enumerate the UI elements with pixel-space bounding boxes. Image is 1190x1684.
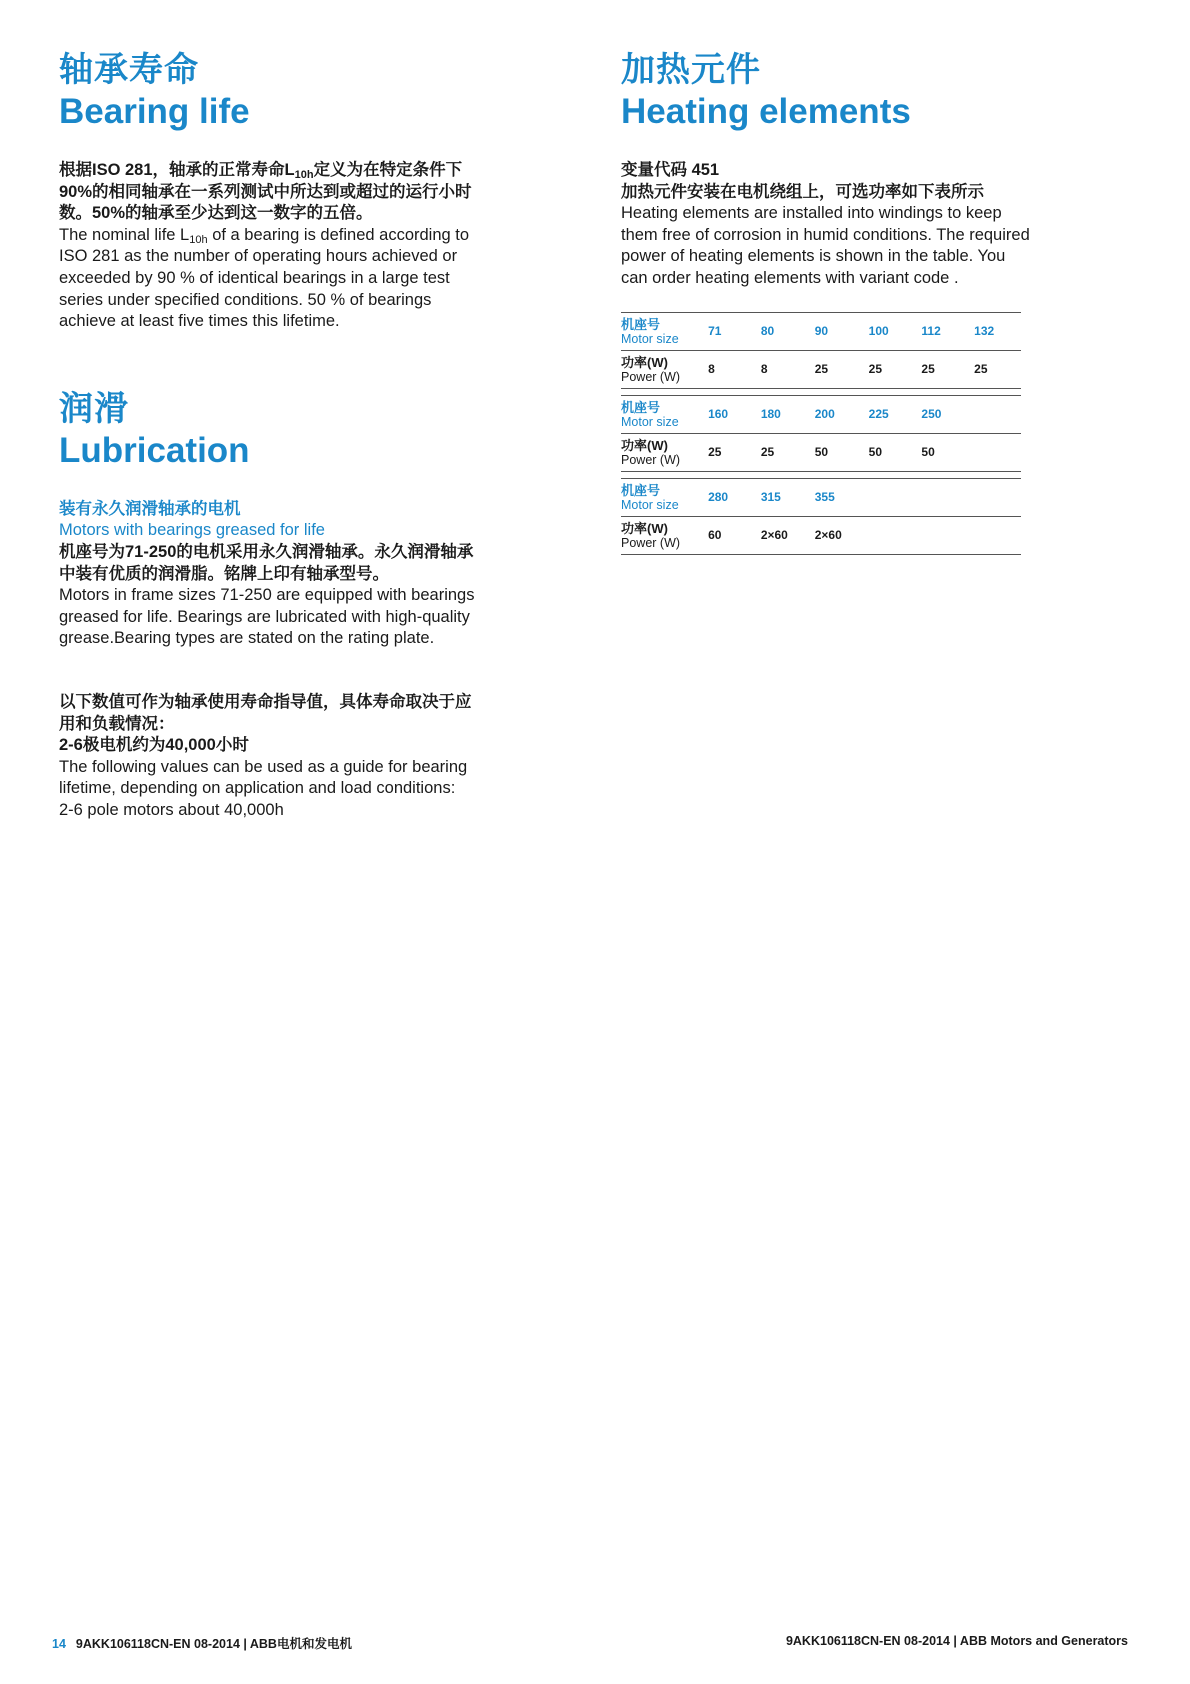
table-row-power — [621, 516, 1021, 554]
table-row-motor-size — [621, 395, 1021, 433]
bearing-para-en: The nominal life $L_{10h}$ of a bearing is defined according to ISO 281 as the number of operating hours achieved or exceeded by 90 % of identical bearings in a large test series under specified conditions. 50 % of bearings achieve at least five times this lifetime. — [59, 225, 470, 331]
table-cell: 25 — [868, 362, 882, 377]
table-cell: 100 — [868, 324, 889, 339]
bearing-title-cn: 轴承寿命 — [59, 51, 199, 89]
table-cell — [863, 516, 916, 554]
bearing-para-cn: 根据ISO 281，轴承的正常寿命$L_{10h}$定义为在特定条件下90%的相同轴承在一系列测试中所达到或超过的运行小时数。50%的轴承至少达到这一数字的五倍。 — [59, 161, 472, 223]
left-column — [59, 50, 479, 821]
table-cell: 25 — [708, 445, 722, 460]
table-cell — [863, 478, 916, 516]
lifetime-guide-cn-value: 2-6极电机约为40,000小时 — [59, 736, 249, 755]
heating-power-table — [621, 312, 1021, 555]
table-cell: 25 — [760, 445, 775, 460]
table-cell: 60 — [708, 528, 722, 543]
table-cell — [915, 478, 968, 516]
table-cell: 132 — [974, 324, 995, 339]
page-number: 14 — [52, 1637, 66, 1651]
table-row-power — [621, 350, 1021, 388]
lubrication-subtitle-en: Motors with bearings greased for life — [59, 521, 325, 540]
lubrication-para-cn: 机座号为71-250的电机采用永久润滑轴承。永久润滑轴承中装有优质的润滑脂。铭牌上印有轴承型号。 — [59, 542, 474, 583]
table-cell: 280 — [708, 490, 729, 505]
table-cell: 50 — [868, 445, 882, 460]
table-cell: 200 — [814, 407, 835, 422]
table-cell: 25 — [974, 362, 988, 377]
table-cell: 2×60 — [814, 528, 842, 543]
table-cell: 80 — [760, 324, 775, 339]
table-cell: 112 — [921, 324, 941, 339]
lubrication-title-cn: 润滑 — [59, 389, 129, 428]
table-cell: 160 — [708, 407, 729, 422]
heating-intro-cn: 加热元件安装在电机绕组上，可选功率如下表所示 — [621, 182, 984, 201]
motor-size-label: 机座号 Motor size — [621, 316, 679, 346]
table-cell — [915, 516, 968, 554]
bearing-title-en: Bearing life — [59, 92, 250, 131]
motor-size-label: 机座号 Motor size — [621, 399, 679, 429]
lubrication-title-en: Lubrication — [59, 430, 250, 470]
table-cell: 2×60 — [760, 528, 788, 543]
power-label: 功率(W) Power (W) — [621, 354, 681, 384]
table-cell — [968, 433, 1021, 471]
table-cell: 355 — [814, 490, 835, 505]
power-label: 功率(W) Power (W) — [621, 437, 681, 467]
right-column — [621, 50, 1033, 555]
table-cell: 50 — [921, 445, 935, 460]
table-cell: 315 — [760, 490, 781, 505]
footer-left-text: 9AKK106118CN-EN 08-2014 | ABB电机和发电机 — [75, 1637, 352, 1651]
table-cell — [968, 516, 1021, 554]
lifetime-guide-en-value: 2-6 pole motors about 40,000h — [59, 800, 284, 819]
power-label: 功率(W) Power (W) — [621, 520, 681, 550]
motor-size-label: 机座号 Motor size — [621, 482, 679, 512]
lubrication-subtitle-cn: 装有永久润滑轴承的电机 — [59, 499, 241, 518]
lubrication-para-en: Motors in frame sizes 71-250 are equipped with bearings greased for life. Bearings are lubricated with high-quality grease.Bearing types are stated on the rating plate. — [59, 586, 475, 648]
table-cell: 25 — [921, 362, 935, 377]
table-cell — [968, 395, 1021, 433]
table-cell: 225 — [868, 407, 889, 422]
table-row-power — [621, 433, 1021, 471]
footer-left — [52, 1634, 352, 1652]
lifetime-guide-en: The following values can be used as a guide for bearing lifetime, depending on application and load conditions: — [59, 757, 468, 798]
table-cell: 90 — [814, 324, 829, 339]
heating-intro-en: Heating elements are installed into windings to keep them free of corrosion in humid conditions. The required power of heating elements is shown in the table. You can order heating elements with variant code . — [621, 204, 1030, 287]
table-cell: 50 — [814, 445, 829, 460]
heating-title-en: Heating elements — [621, 92, 911, 131]
footer-right-text: 9AKK106118CN-EN 08-2014 | ABB Motors and Generators — [785, 1634, 1128, 1648]
table-cell: 8 — [708, 362, 715, 377]
table-cell: 25 — [814, 362, 829, 377]
table-cell: 250 — [921, 407, 942, 422]
heating-title-cn: 加热元件 — [621, 51, 761, 89]
table-row-motor-size — [621, 478, 1021, 516]
table-cell: 8 — [760, 362, 768, 377]
table-row-motor-size — [621, 312, 1021, 350]
table-cell — [968, 478, 1021, 516]
variant-code-cn: 变量代码 451 — [621, 161, 720, 179]
table-cell: 180 — [760, 407, 781, 422]
lifetime-guide-cn: 以下数值可作为轴承使用寿命指导值，具体寿命取决于应用和负载情况： — [59, 692, 472, 733]
table-cell: 71 — [708, 324, 722, 339]
